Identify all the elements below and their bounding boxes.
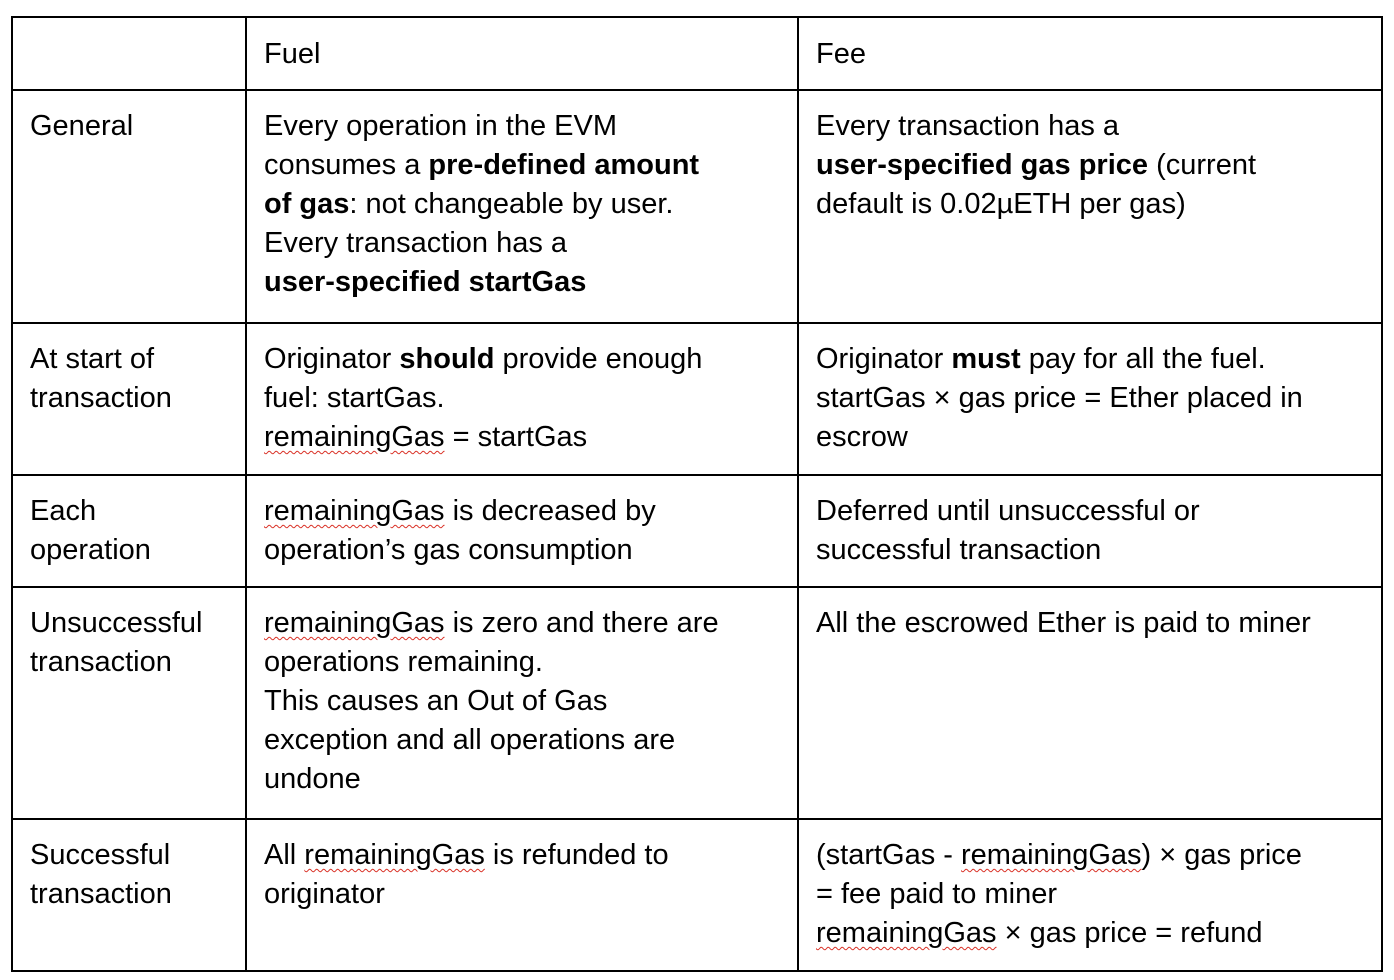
cell-fee-successful: (startGas - remainingGas) × gas price = fee paid to miner remainingGas × gas price = refund	[798, 819, 1382, 971]
spellcheck-word: remainingGas	[264, 421, 445, 453]
gas-comparison-table	[11, 16, 1383, 972]
cell-fuel-each-operation: remainingGas is decreased by operation’s gas consumption	[246, 475, 798, 587]
table-row-start	[12, 323, 1382, 475]
spellcheck-word: remainingGas	[816, 917, 997, 949]
cell-fuel-start: Originator should provide enough fuel: startGas. remainingGas = startGas	[246, 323, 798, 475]
cell-fee-each-operation: Deferred until unsuccessful or successful transaction	[798, 475, 1382, 587]
spellcheck-word: remainingGas	[961, 839, 1142, 871]
spellcheck-word: remainingGas	[264, 607, 445, 639]
cell-fuel-general: Every operation in the EVM consumes a pre-defined amount of gas: not changeable by user. Every transaction has a user-specified startGas	[246, 90, 798, 323]
table-row-successful	[12, 819, 1382, 971]
header-row	[12, 17, 1382, 90]
row-label-start: At start of transaction	[12, 323, 246, 475]
cell-fuel-successful: All remainingGas is refunded to originator	[246, 819, 798, 971]
header-cell-fuel: Fuel	[246, 17, 798, 90]
table-row-each-operation	[12, 475, 1382, 587]
cell-fee-start: Originator must pay for all the fuel. startGas × gas price = Ether placed in escrow	[798, 323, 1382, 475]
row-label-general: General	[12, 90, 246, 323]
header-cell-blank	[12, 17, 246, 90]
cell-fuel-unsuccessful: remainingGas is zero and there are operations remaining. This causes an Out of Gas exception and all operations are undone	[246, 587, 798, 819]
table-row-unsuccessful	[12, 587, 1382, 819]
spellcheck-word: remainingGas	[304, 839, 485, 871]
spellcheck-word: remainingGas	[264, 495, 445, 527]
row-label-each-operation: Each operation	[12, 475, 246, 587]
row-label-successful: Successful transaction	[12, 819, 246, 971]
header-cell-fee: Fee	[798, 17, 1382, 90]
cell-fee-general: Every transaction has a user-specified gas price (current default is 0.02µETH per gas)	[798, 90, 1382, 323]
table-row-general	[12, 90, 1382, 323]
row-label-unsuccessful: Unsuccessful transaction	[12, 587, 246, 819]
cell-fee-unsuccessful: All the escrowed Ether is paid to miner	[798, 587, 1382, 819]
